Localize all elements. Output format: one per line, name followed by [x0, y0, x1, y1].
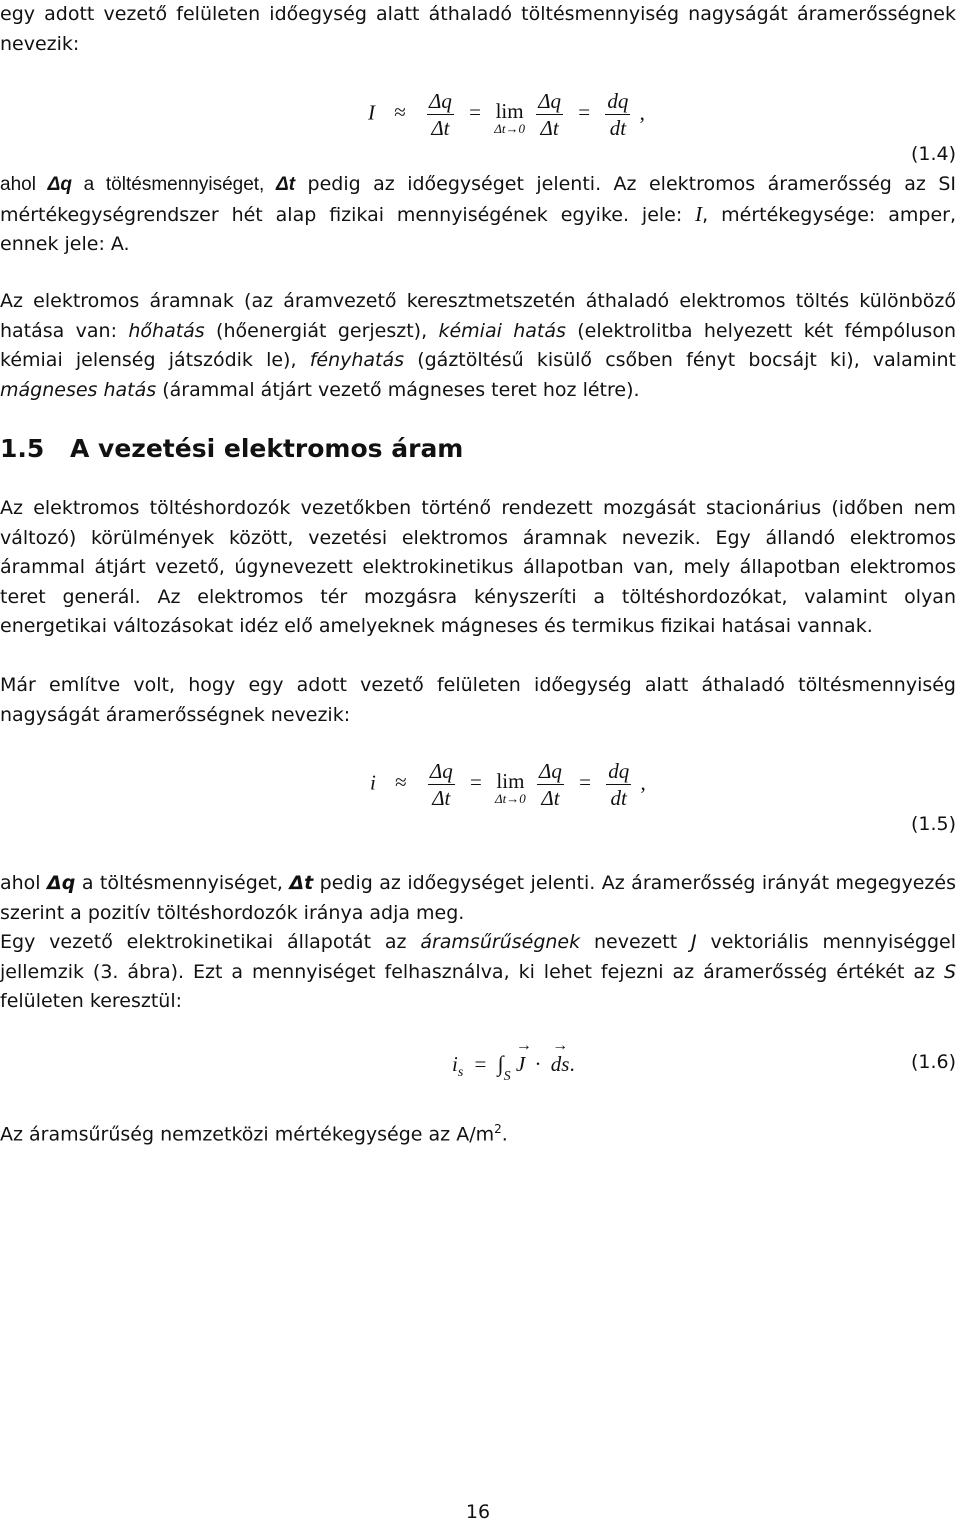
paragraph-mar: Már említve volt, hogy egy adott vezető felületen időegység alatt áthaladó töltésmennyiség nagyságát áramerősségnek nevezik:: [0, 674, 956, 726]
section-heading: [0, 434, 463, 463]
paragraph-vezetesi: Az elektromos töltéshordozók vezetőkben történő rendezett mozgását stacionárius (időben nem változó) körülmények között, vezetési elektromos áramnak nevezik. Egy állandó elektromos árammal átjárt vezető, úgynevezett elektrokinetikus állapotban van, mely állapotban elektromos teret generál. Az elektromos tér mozgásra kényszeríti a töltéshordozókat, valamint olyan energetikai változásokat idéz elő amelyeknek mágneses és termikus fizikai hatásai vannak.: [0, 497, 956, 637]
formula-operator: =: [469, 770, 482, 795]
integral-sign: ∫: [497, 1051, 504, 1076]
paragraph-ahol-2: ahol Δq a töltésmennyiséget, Δt pedig az időegységet jelenti. Az áramerősség irányát megegyezés szerint a pozitív töltéshordozók iránya adja meg.: [0, 872, 956, 924]
paragraph-suruseg: Egy vezető elektrokinetikai állapotát az áramsűrűségnek nevezett J vektoriális mennyiséggel jellemzik (3. ábra). Ezt a mennyiséget felhasználva, ki lehet fejezni az áramerősség értékét az S felületen keresztül:: [0, 931, 957, 1012]
formula-limit: lim Δt→0: [494, 98, 525, 136]
paragraph-intro: egy adott vezető felületen időegység alatt áthaladó töltésmennyiség nagyságát áramerősségnek nevezik:: [0, 3, 956, 55]
section-title: A vezetési elektromos áram: [70, 434, 464, 463]
formula-operator: =: [474, 1052, 487, 1076]
paragraph-ahol-1: ahol Δq a töltésmennyiséget, Δt pedig az időegységet jelenti. Az elektromos áramerősség az SI mértékegységrendszer hét alap fizikai mennyiségének egyike. jele: I, mértékegysége: amper, ennek jele: A.: [0, 173, 957, 255]
formula-fraction: $\frac{\Delta q}{\Delta t}$: [429, 89, 452, 140]
formula-symbol: I: [368, 100, 375, 125]
formula-operator: ≈: [395, 770, 407, 795]
page-number: 16: [465, 1501, 491, 1523]
formula-1-4: I ≈ $\frac{\Delta q}{\Delta t}$ = lim Δt→0 $\frac{\Delta q}{\Delta t}$ = $\frac{dq}{dt}$ ,: [368, 89, 645, 140]
formula-operator: =: [578, 100, 591, 125]
formula-fraction: $\frac{\Delta q}{\Delta t}$: [429, 759, 453, 810]
formula-fraction: $\frac{\Delta q}{\Delta t}$: [538, 89, 562, 140]
formula-operator: =: [579, 770, 591, 795]
formula-operator: ≈: [394, 100, 406, 125]
formula-symbol: $i_s$: [452, 1052, 464, 1081]
formula-operator: =: [469, 100, 481, 125]
formula-fraction: $\frac{dq}{dt}$: [608, 759, 630, 810]
formula-1-6: $i_s = \int_S \to J$ · → ds.: [452, 1051, 575, 1081]
section-number: 1.5: [0, 434, 45, 463]
formula-limit: lim Δt→0: [495, 768, 526, 806]
equation-number: (1.4): [910, 143, 956, 165]
vector-ds: → ds: [551, 1052, 570, 1077]
vector-j: → J: [516, 1052, 525, 1077]
formula-fraction: $\frac{\Delta q}{\Delta t}$: [539, 759, 562, 810]
formula-fraction: $\frac{dq}{dt}$: [607, 89, 629, 140]
formula-1-5: i ≈ $\frac{\Delta q}{\Delta t}$ = lim Δt→0 $\frac{\Delta q}{\Delta t}$ = $\frac{dq}{dt}$ ,: [370, 759, 646, 810]
paragraph-hatasok: Az elektromos áramnak (az áramvezető keresztmetszetén áthaladó elektromos töltés különböző hatása van: hőhatás (hőenergiát gerjeszt), kémiai hatás (elektrolitba helyezett két fémpóluson kémiai jelenség játszódik le), fényhatás (gáztöltésű kisülő csőben fényt bocsájt ki), valamint mágneses hatás (árammal átjárt vezető mágneses teret hoz létre).: [0, 290, 957, 401]
equation-number: (1.6): [910, 1051, 956, 1073]
equation-number: (1.5): [910, 813, 956, 835]
paragraph-unit: Az áramsűrűség nemzetközi mértékegysége az $A/m^2$.: [0, 1122, 508, 1146]
formula-symbol: i: [370, 770, 376, 795]
